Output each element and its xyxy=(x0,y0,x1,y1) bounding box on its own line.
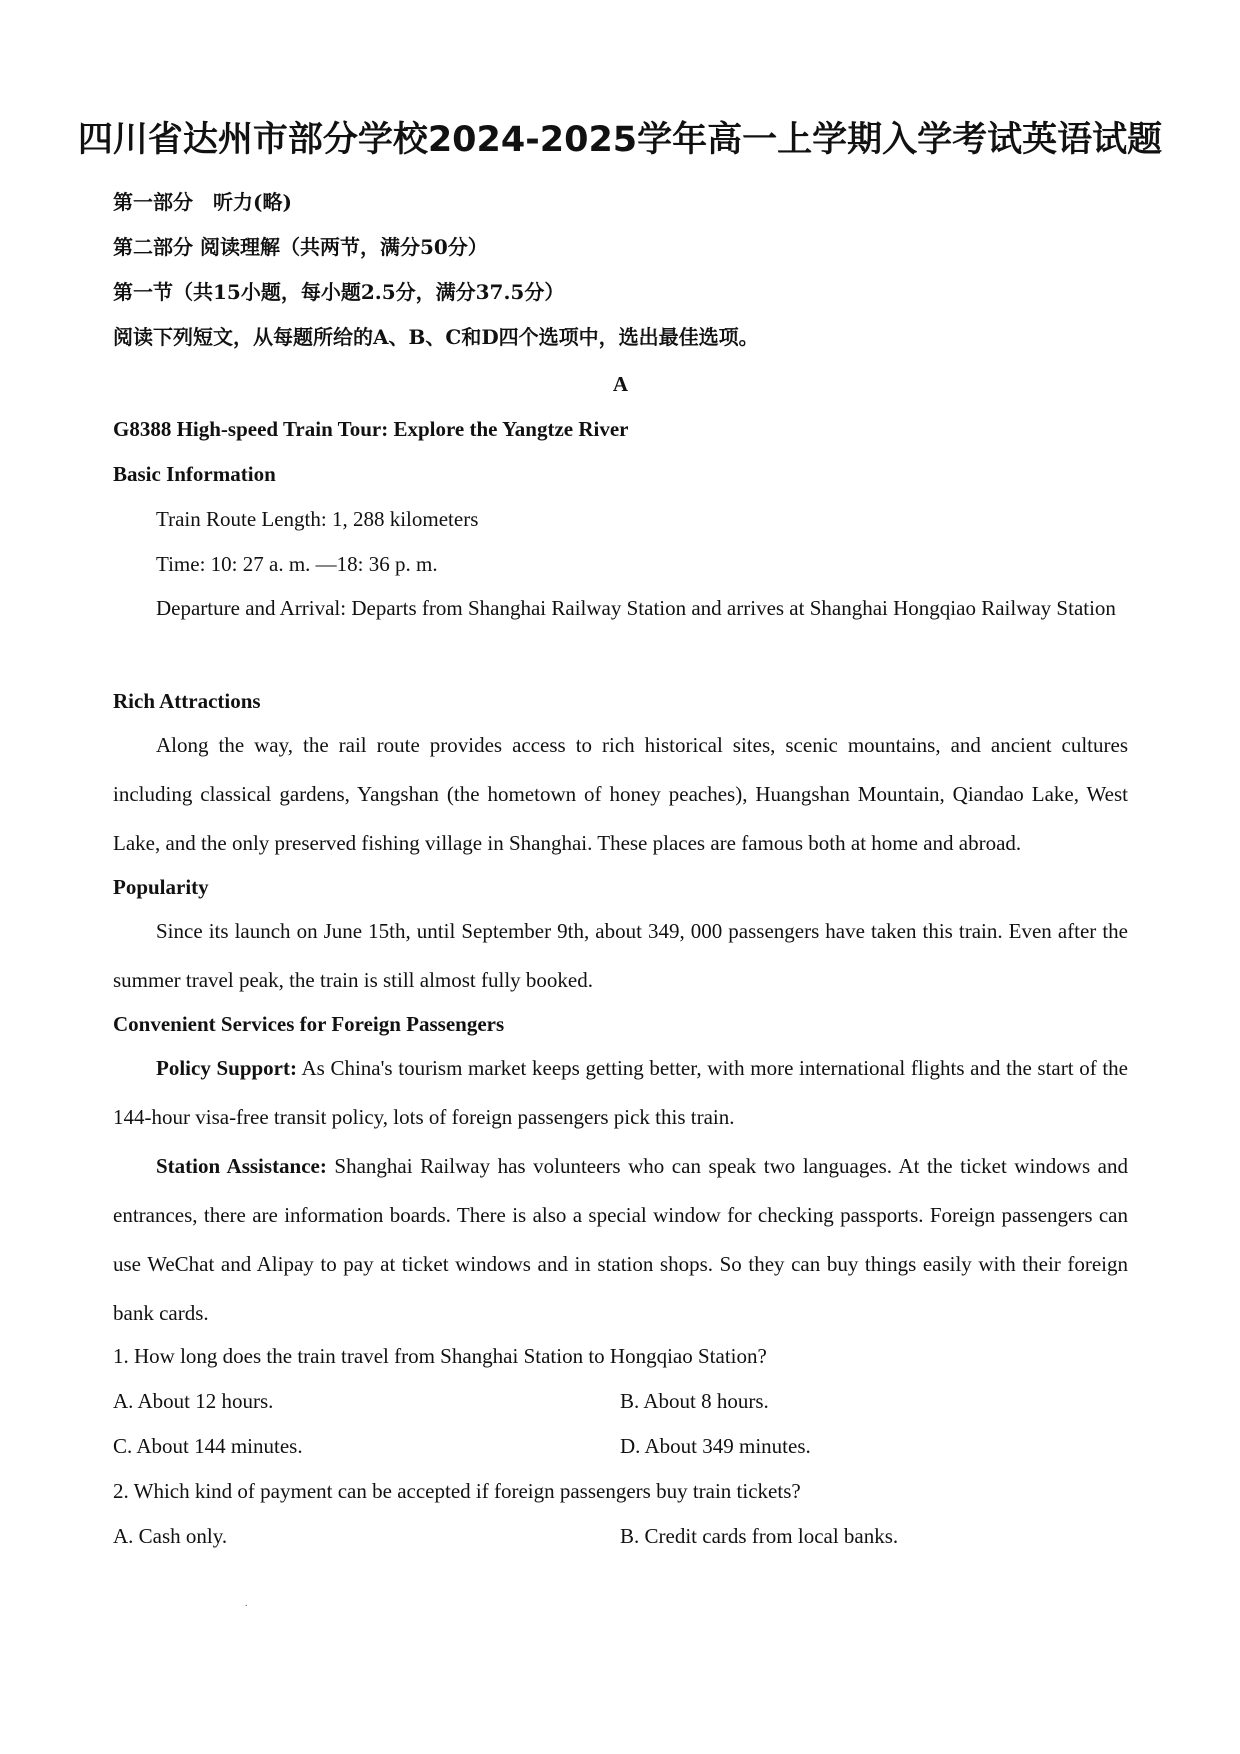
exam-title: 四川省达州市部分学校2024-2025学年高一上学期入学考试英语试题 xyxy=(77,120,1163,160)
attractions-text: Along the way, the rail route provides access to rich historical sites, scenic mountains, and ancient cultures including classical gardens, Yangshan (the hometown of honey peaches), Huangshan Mountain, Qiandao Lake, West Lake, and the only preserved fishing village in Shanghai. These places are famous both at home and abroad. xyxy=(113,733,1128,855)
services-heading: Convenient Services for Foreign Passengers xyxy=(113,1012,505,1036)
basic-info-heading: Basic Information xyxy=(113,462,276,486)
passage-label: A xyxy=(612,372,629,396)
question-2-stem: 2. Which kind of payment can be accepted if foreign passengers buy train tickets? xyxy=(113,1479,801,1503)
popularity-heading: Popularity xyxy=(113,875,209,899)
station-text: Shanghai Railway has volunteers who can speak two languages. At the ticket windows and entrances, there are information boards. There is also a special window for checking passports. Foreign passengers can use WeChat and Alipay to pay at ticket windows and in station shops. So they can buy things easily with their foreign bank cards. xyxy=(113,1154,1128,1325)
question-2-option-b: B. Credit cards from local banks. xyxy=(620,1524,899,1548)
attractions-paragraph xyxy=(113,721,1128,868)
route-length: Train Route Length: 1, 288 kilometers xyxy=(156,507,479,531)
question-1-options-row-1 xyxy=(113,1387,1128,1415)
station-label: Station Assistance: xyxy=(156,1154,327,1178)
question-2-options-row-1 xyxy=(113,1522,1128,1550)
policy-text: As China's tourism market keeps getting better, with more international flights and the start of the 144-hour visa-free transit policy, lots of foreign passengers pick this train. xyxy=(113,1056,1129,1129)
departure-paragraph xyxy=(113,584,1128,633)
attractions-heading: Rich Attractions xyxy=(113,689,261,713)
question-1-option-b: B. About 8 hours. xyxy=(620,1389,769,1413)
question-1-options-row-2 xyxy=(113,1432,1128,1460)
part1-heading: 第一部分 听力(略) xyxy=(113,190,292,214)
question-1-option-c: C. About 144 minutes. xyxy=(113,1434,303,1458)
part2-heading: 第二部分 阅读理解（共两节，满分50分） xyxy=(113,235,488,259)
popularity-text: Since its launch on June 15th, until September 9th, about 349, 000 passengers have taken this train. Even after the summer travel peak, the train is still almost fully booked. xyxy=(113,919,1128,992)
popularity-paragraph xyxy=(113,907,1128,1005)
train-time: Time: 10: 27 a. m. —18: 36 p. m. xyxy=(156,552,438,576)
section1-heading: 第一节（共15小题，每小题2.5分，满分37.5分） xyxy=(113,280,565,304)
question-1-option-d: D. About 349 minutes. xyxy=(620,1434,811,1458)
question-1-stem: 1. How long does the train travel from Shanghai Station to Hongqiao Station? xyxy=(113,1344,767,1368)
instruction: 阅读下列短文，从每题所给的A、B、C和D四个选项中，选出最佳选项。 xyxy=(113,325,759,349)
policy-label: Policy Support: xyxy=(156,1056,297,1080)
question-1-option-a: A. About 12 hours. xyxy=(113,1389,274,1413)
departure-text: Departure and Arrival: Departs from Shanghai Railway Station and arrives at Shanghai Hongqiao Railway Station xyxy=(156,596,1116,620)
question-2-option-a: A. Cash only. xyxy=(113,1524,228,1548)
station-paragraph xyxy=(113,1142,1128,1338)
footer-mark: . xyxy=(245,1598,248,1609)
policy-paragraph xyxy=(113,1044,1128,1142)
passage-heading: G8388 High-speed Train Tour: Explore the Yangtze River xyxy=(113,417,629,441)
